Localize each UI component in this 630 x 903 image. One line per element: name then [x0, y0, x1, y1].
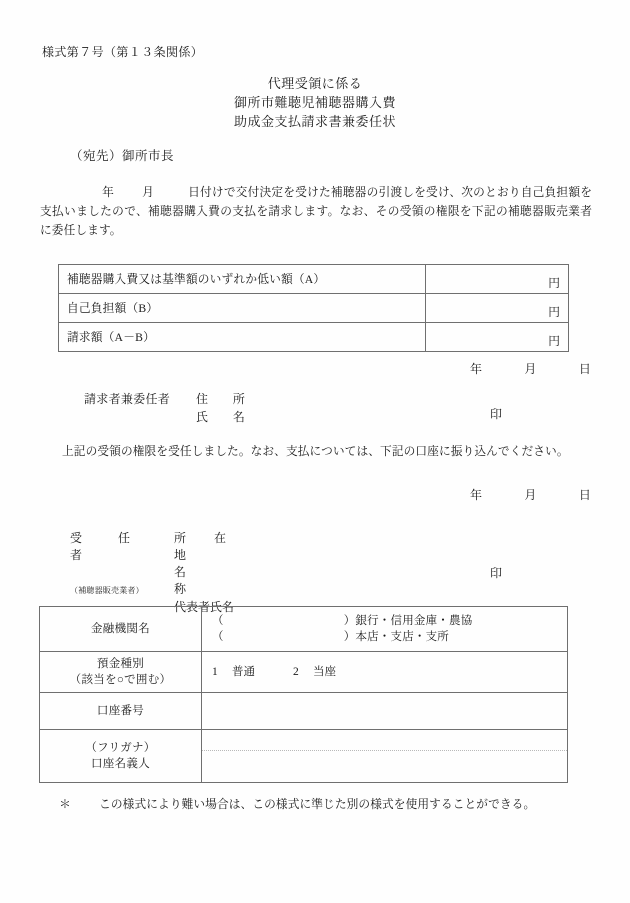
- account-holder-name-label: 口座名義人: [91, 758, 150, 770]
- account-holder-name-value[interactable]: [202, 750, 567, 779]
- middle-paragraph: 上記の受領の権限を受任しました。なお、支払については、下記の口座に振り込んでください。: [62, 445, 569, 458]
- bank-institution-line-2: [212, 629, 557, 645]
- account-number-field[interactable]: [202, 693, 568, 730]
- body-day-text: 日付けで交付決定を受けた補聴器の引渡しを受け、次のとおり自己負担額を: [188, 186, 593, 199]
- amount-value-ab[interactable]: 円: [426, 323, 569, 352]
- claimant-address-label: 住 所: [196, 392, 246, 406]
- document-title: [0, 74, 630, 131]
- date-line-trustee: [470, 486, 591, 503]
- date2-month: 月: [524, 488, 537, 502]
- deposit-type-label: [40, 652, 202, 693]
- account-number-label: 口座番号: [40, 693, 202, 730]
- title-line-2: 御所市難聴児補聴器購入費: [233, 95, 396, 110]
- table-row: [59, 323, 569, 352]
- date2-day: 日: [578, 488, 592, 502]
- deposit-option-2-number: 2: [293, 666, 299, 678]
- bank-institution-field[interactable]: [202, 607, 568, 652]
- trustee-representative-label: 代表者氏名: [174, 600, 235, 614]
- account-holder-label-inner: [40, 734, 201, 778]
- claimant-name-row: [84, 408, 270, 426]
- table-row: [59, 265, 569, 294]
- amount-value-b[interactable]: 円: [426, 294, 569, 323]
- footnote-text: この様式により難い場合は、この様式に準じた別の様式を使用することができる。: [99, 797, 536, 811]
- title-line-1: 代理受領に係る: [267, 76, 363, 91]
- table-row: [40, 607, 568, 652]
- claimant-seal-label: 印: [490, 407, 503, 421]
- body-continuation: 支払いましたので、補聴器購入費の支払を請求します。なお、その受領の権限を下記の補聴器販売業者に委任します。: [40, 205, 592, 237]
- bank-institution-label: 金融機関名: [40, 607, 202, 652]
- trustee-location-row: [70, 530, 254, 564]
- trustee-seal-label: 印: [490, 566, 503, 580]
- body-month: 月: [142, 186, 155, 199]
- bank-account-table: [39, 606, 568, 783]
- bank-branch-options: ）本店・支店・支所: [343, 631, 450, 643]
- footnote-marker: ＊: [59, 797, 71, 811]
- table-row: [59, 294, 569, 323]
- date1-month: 月: [524, 362, 537, 376]
- claimant-name-label: 氏 名: [196, 410, 246, 424]
- deposit-option-1-label[interactable]: 普通: [232, 666, 255, 678]
- amount-label-b: 自己負担額（B）: [59, 294, 426, 323]
- deposit-type-options[interactable]: [202, 652, 568, 693]
- addressee-line: （宛先）御所市長: [70, 149, 175, 163]
- amount-label-ab: 請求額（A－B）: [59, 323, 426, 352]
- furigana-divider: [202, 750, 567, 751]
- claimant-address-row: [84, 390, 270, 408]
- trustee-role-note: （補聴器販売業者）: [70, 586, 144, 595]
- table-row: [40, 652, 568, 693]
- date2-year: 年: [470, 488, 483, 502]
- deposit-option-1-number: 1: [212, 666, 218, 678]
- form-number: 様式第７号（第１３条関係）: [42, 45, 204, 59]
- trustee-block: [70, 530, 265, 616]
- trustee-location-label: 所 在 地: [174, 531, 255, 562]
- account-holder-furigana-value[interactable]: [202, 733, 567, 750]
- title-line-3: 助成金支払請求書兼委任状: [233, 114, 396, 129]
- body-paragraph: [40, 183, 592, 240]
- date-line-claimant: [470, 360, 591, 377]
- trustee-company-row: [70, 564, 265, 599]
- amount-table: [58, 264, 569, 352]
- deposit-type-label-line1: 預金種別: [96, 658, 145, 670]
- date1-day: 日: [578, 362, 592, 376]
- trustee-role-label: 受 任 者: [70, 531, 167, 562]
- bank-paren-open-2: （: [212, 631, 224, 643]
- bank-type-options-1: ）銀行・信用金庫・農協: [343, 615, 473, 627]
- table-row: [40, 730, 568, 783]
- deposit-option-2-label[interactable]: 当座: [313, 666, 336, 678]
- deposit-type-label-line2: （該当を○で囲む）: [69, 674, 172, 686]
- table-row: [40, 693, 568, 730]
- bank-institution-line-1: [212, 613, 557, 629]
- date1-year: 年: [470, 362, 483, 376]
- amount-value-a[interactable]: 円: [426, 265, 569, 294]
- claimant-block: [84, 390, 270, 426]
- account-holder-field[interactable]: [202, 730, 568, 783]
- footnote: [47, 787, 535, 822]
- trustee-company-label: 名 称: [174, 565, 265, 596]
- body-year: 年: [102, 186, 115, 199]
- claimant-role-label: 請求者兼委任者: [84, 392, 171, 406]
- amount-label-a: 補聴器購入費又は基準額のいずれか低い額（A）: [59, 265, 426, 294]
- bank-paren-open-1: （: [212, 615, 224, 627]
- account-holder-furigana-label: （フリガナ）: [85, 742, 156, 754]
- account-holder-field-inner: [202, 733, 567, 779]
- account-holder-label: [40, 730, 202, 783]
